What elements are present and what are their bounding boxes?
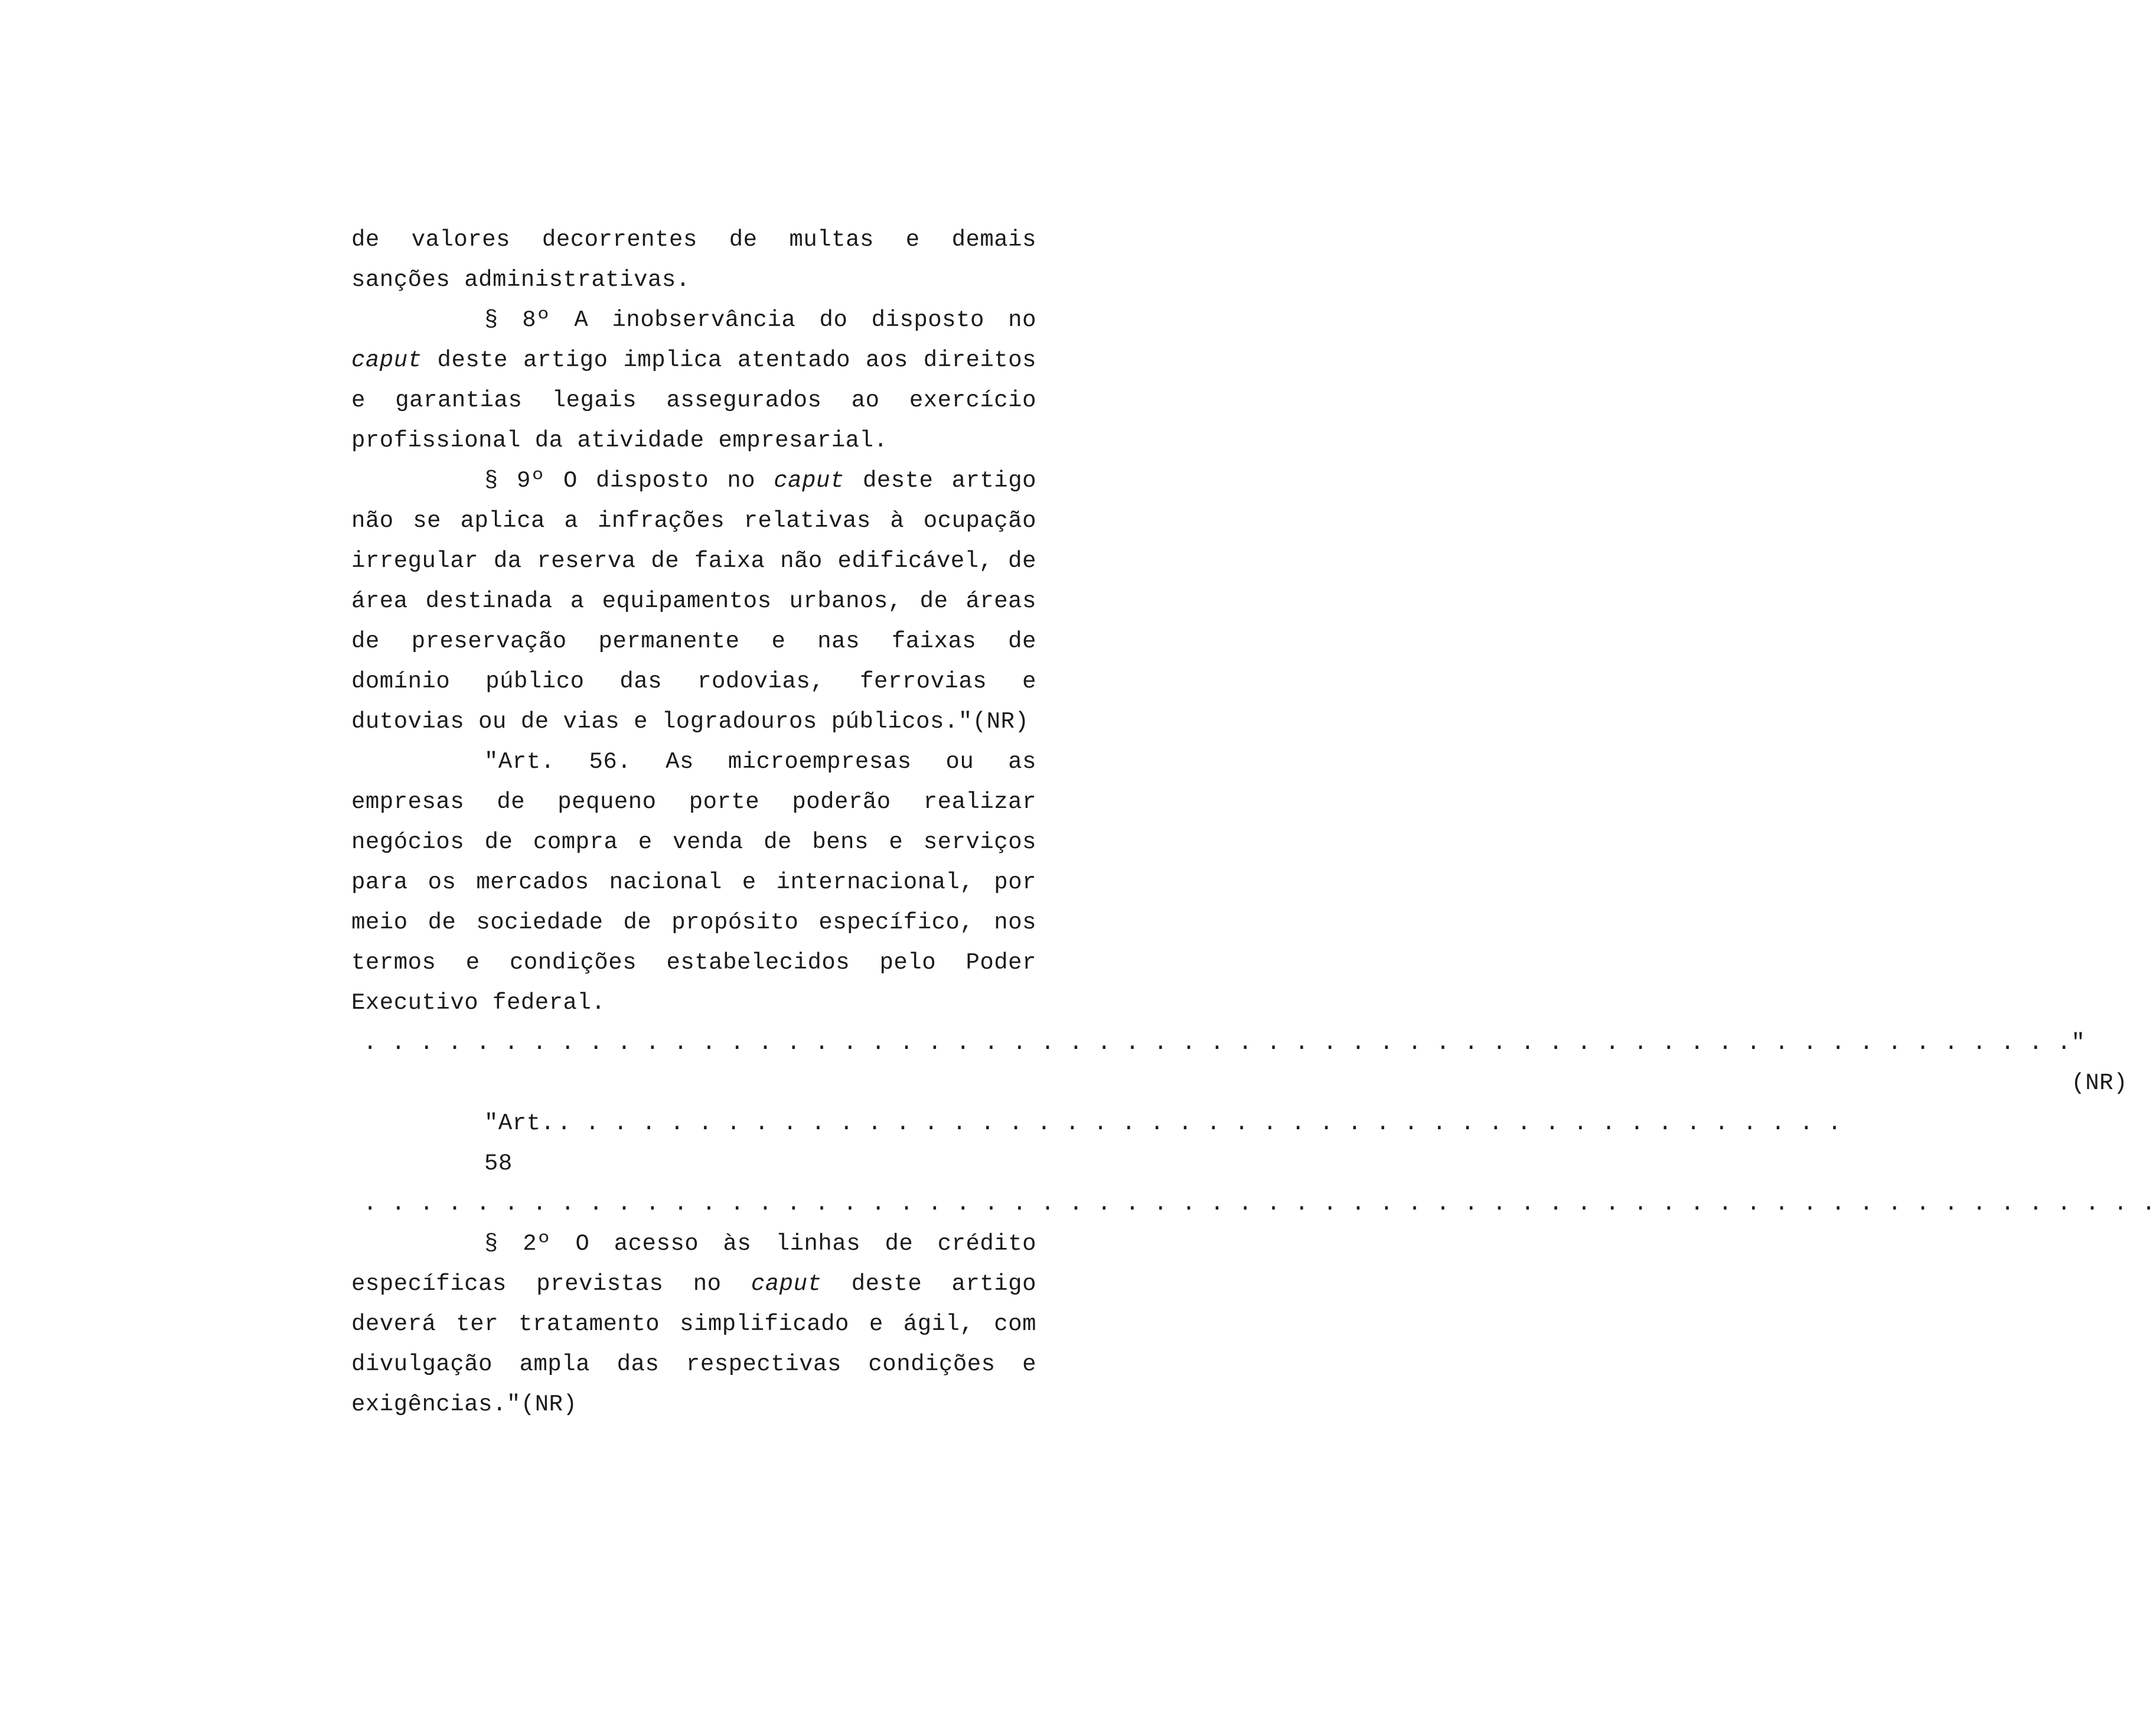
ellipsis-dots: . . . . . . . . . . . . . . . . . . . . . . . . . . . . . . . . . . . . . . . . . . . . . . . . . . . . . . . . . . . . .	[363, 1030, 2072, 1056]
ellipsis-line-nr	[351, 1023, 2128, 1103]
document-body	[351, 220, 2156, 1425]
section-2-marker: § 2º	[484, 1231, 552, 1257]
section-9-text-a: O disposto no	[563, 468, 756, 494]
section-2-text-b: deste artigo deverá ter tratamento simplificado e ágil, com divulgação ampla das respectivas condições e exigências."(NR)	[351, 1271, 1036, 1417]
paragraph-article-56	[351, 742, 1036, 1023]
section-8-marker: § 8º	[484, 307, 551, 333]
section-2-caput: caput	[751, 1271, 822, 1297]
section-8-text-a: A inobservância do disposto no	[574, 307, 1036, 333]
article-58-label: "Art. 58	[484, 1110, 555, 1176]
article-58-line	[351, 1103, 1842, 1184]
section-8-text-b: deste artigo implica atentado aos direitos e garantias legais assegurados ao exercício profissional da atividade empresarial.	[351, 347, 1037, 454]
continuation-line-2: administrativas.	[464, 267, 690, 293]
continuation-line-1: de valores decorrentes de multas e demais sanções	[351, 227, 1036, 293]
section-2-text-a: O acesso às linhas de crédito específicas previstas no	[351, 1231, 1037, 1297]
section-9-text-b: deste artigo não se aplica a infrações relativas à ocupação irregular da reserva de faixa não edificável, de área destinada a equipamentos urbanos, de áreas de preservação permanente e nas faixas de domínio público das rodovias, ferrovias e dutovias ou de vias e logradouros públicos."(NR)	[351, 468, 1036, 735]
article-58-dots: . . . . . . . . . . . . . . . . . . . . . . . . . . . . . . . . . . . . . . . . . . . . . .	[557, 1110, 1842, 1136]
ellipsis-nr-marker: "(NR)	[2071, 1030, 2128, 1096]
ellipsis-line-full: . . . . . . . . . . . . . . . . . . . . . . . . . . . . . . . . . . . . . . . . . . . . . . . . . . . . . . . . . . . . . . . .	[363, 1191, 2156, 1217]
article-56-text: "Art. 56. As microempresas ou as empresas de pequeno porte poderão realizar negócios de compra e venda de bens e serviços para os mercados nacional e internacional, por meio de sociedade de propósito específico, nos termos e condições estabelecidos pelo Poder Executivo federal.	[351, 749, 1036, 1016]
section-9-marker: § 9º	[484, 468, 545, 494]
paragraph-section-9	[351, 461, 1036, 742]
paragraph-continuation	[351, 220, 1036, 300]
section-9-caput: caput	[774, 468, 844, 494]
section-8-caput: caput	[351, 347, 422, 373]
paragraph-section-8	[351, 300, 1036, 461]
paragraph-section-2	[351, 1224, 1036, 1425]
